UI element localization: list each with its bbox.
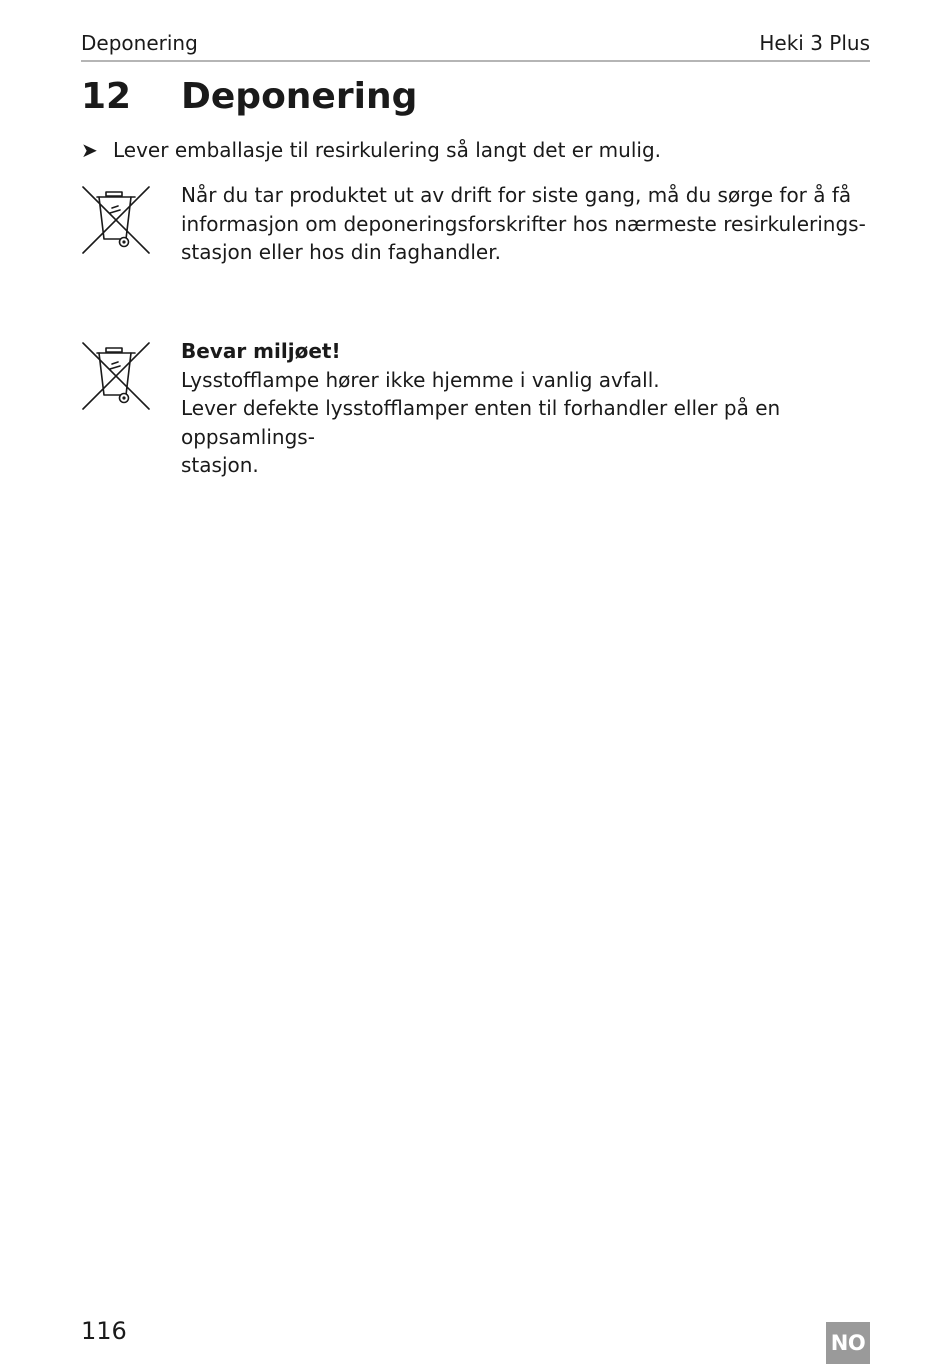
page-header: [81, 30, 870, 62]
language-badge: NO: [826, 1322, 870, 1364]
environment-note: [181, 337, 870, 480]
crossed-out-wheelie-bin-icon: [80, 184, 152, 256]
disposal-info-line: Når du tar produktet ut av drift for siste gang, må du sørge for å få: [181, 183, 852, 207]
environment-note-line: Lever defekte lysstofflamper enten til forhandler eller på en oppsamlings-: [181, 396, 781, 449]
chapter-title: Deponering: [181, 76, 418, 117]
environment-note-title: Bevar miljøet!: [181, 339, 341, 363]
instruction-item: [81, 136, 661, 164]
header-product-name: Heki 3 Plus: [759, 31, 870, 55]
page-number: 116: [81, 1317, 127, 1345]
disposal-info-line: informasjon om deponeringsforskrifter hos nærmeste resirkulerings-: [181, 211, 866, 236]
arrow-bullet-icon: ➤: [81, 138, 98, 162]
instruction-text: Lever emballasje til resirkulering så langt det er mulig.: [113, 138, 661, 162]
crossed-out-wheelie-bin-icon: [80, 340, 152, 412]
environment-note-line: Lysstofflampe hører ikke hjemme i vanlig avfall.: [181, 367, 660, 392]
chapter-number: 12: [81, 76, 132, 117]
environment-note-line: stasjon.: [181, 453, 259, 477]
header-section-title: Deponering: [81, 31, 198, 55]
disposal-info-line: stasjon eller hos din faghandler.: [181, 240, 501, 264]
disposal-info: [181, 181, 870, 267]
